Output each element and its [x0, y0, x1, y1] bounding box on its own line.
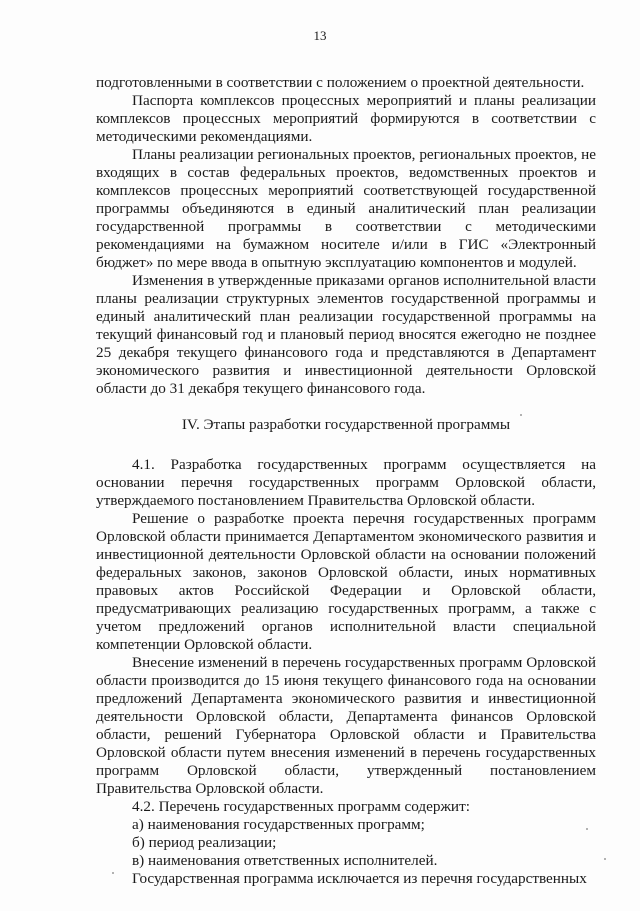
- page-content: [96, 74, 596, 888]
- list-intro: 4.2. Перечень государственных программ содержит:: [132, 798, 470, 815]
- paragraph: Внесение изменений в перечень государственных программ Орловской области производится до 15 июня текущего финансового года на основании предложений Департамента экономического развития и инвестиционной деятельности Орловской области, Департамента финансов Орловской области, решений Губернатора Орловской области и Правительства Орловской области путем внесения изменений в перечень государственных программ Орловской области, утвержденный постановлением Правительства Орловской области.: [96, 654, 596, 797]
- list-item: в) наименования ответственных исполнителей.: [132, 852, 438, 869]
- paragraph: Паспорта комплексов процессных мероприятий и планы реализации комплексов процессных мероприятий формируются в соответствии с методическими рекомендациями.: [96, 92, 596, 145]
- list-item: а) наименования государственных программ;: [132, 816, 425, 833]
- paragraph: Государственная программа исключается из перечня государственных: [132, 870, 587, 887]
- paragraph: Изменения в утвержденные приказами органов исполнительной власти планы реализации структурных элементов государственной программы и единый аналитический план реализации государственной программы на текущий финансовый год и плановый период вносятся ежегодно не позднее 25 декабря текущего финансового года и представляются в Департамент экономического развития и инвестиционной деятельности Орловской области до 31 декабря текущего финансового года.: [96, 272, 596, 397]
- page-number: 13: [313, 28, 327, 43]
- scan-speck: [586, 828, 588, 830]
- scan-speck: [112, 872, 114, 874]
- paragraph: подготовленными в соответствии с положением о проектной деятельности.: [96, 74, 585, 91]
- scan-speck: [520, 414, 522, 416]
- scan-speck: [604, 858, 606, 860]
- section-heading: IV. Этапы разработки государственной программы: [181, 416, 511, 433]
- paragraph: Решение о разработке проекта перечня государственных программ Орловской области принимается Департаментом экономического развития и инвестиционной деятельности Орловской области на основании положений федеральных законов, законов Орловской области, иных нормативных правовых актов Российской Федерации и Орловской области, предусматривающих реализацию государственных программ, а также с учетом предложений органов исполнительной власти специальной компетенции Орловской области.: [96, 510, 596, 653]
- list-item: б) период реализации;: [132, 834, 277, 851]
- paragraph: Планы реализации региональных проектов, региональных проектов, не входящих в состав федеральных проектов, ведомственных проектов и комплексов процессных мероприятий соответствующей государственной программы объединяются в единый аналитический план реализации государственной программы в соответствии с методическими рекомендациями на бумажном носителе и/или в ГИС «Электронный бюджет» по мере ввода в опытную эксплуатацию компонентов и модулей.: [96, 146, 596, 271]
- paragraph: 4.1. Разработка государственных программ осуществляется на основании перечня государственных программ Орловской области, утверждаемого постановлением Правительства Орловской области.: [96, 456, 596, 509]
